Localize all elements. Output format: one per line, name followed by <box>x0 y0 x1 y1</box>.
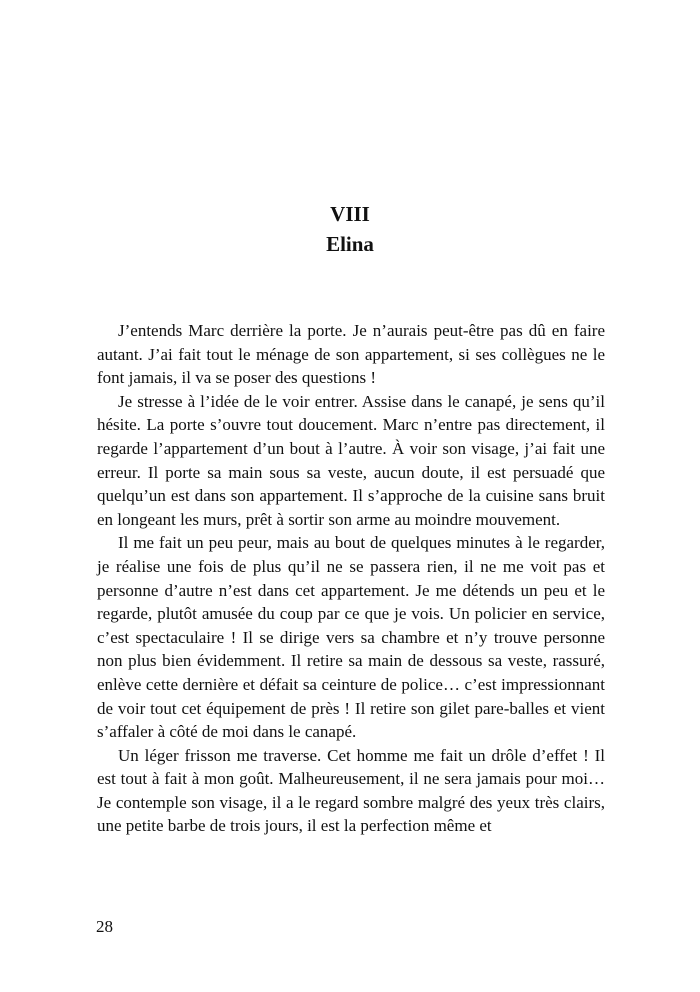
chapter-number: VIII <box>330 202 370 226</box>
chapter-body <box>97 319 605 838</box>
chapter-title: Elina <box>326 232 374 256</box>
page-number: 28 <box>96 917 113 936</box>
paragraph: Je stresse à l’idée de le voir entrer. Assise dans le canapé, je sens qu’il hésite. La porte s’ouvre tout doucement. Marc n’entre pas directement, il regarde l’appartement d’un bout à l’autre. À voir son visage, j’ai fait une erreur. Il porte sa main sous sa veste, aucun doute, il est persuadé que quelqu’un est dans son appartement. Il s’approche de la cuisine sans bruit en longeant les murs, prêt à sortir son arme au moindre mouvement. <box>97 391 605 529</box>
paragraph: Il me fait un peu peur, mais au bout de quelques minutes à le regarder, je réalise une fois de plus qu’il ne se passera rien, il ne me voit pas et personne d’autre n’est dans cet appartement. Je me détends un peu et le regarde, plutôt amusée du coup par ce que je vois. Un policier en service, c’est spectaculaire ! Il se dirige vers sa chambre et n’y trouve personne non plus bien évidemment. Il retire sa main de dessous sa veste, rassuré, enlève cette dernière et défait sa ceinture de police… c’est impressionnant de voir tout cet équipement de près ! Il retire son gilet pare-balles et vient s’affaler à côté de moi dans le canapé. <box>97 533 605 742</box>
paragraph: Un léger frisson me traverse. Cet homme me fait un drôle d’effet ! Il est tout à fait à mon goût. Malheureusement, il ne sera jamais pour moi… Je contemple son visage, il a le regard sombre malgré des yeux très clairs, une petite barbe de trois jours, il est la perfection même et <box>97 745 605 836</box>
chapter-heading <box>0 199 700 259</box>
paragraph: J’entends Marc derrière la porte. Je n’aurais peut-être pas dû en faire autant. J’ai fait tout le ménage de son appartement, si ses collègues ne le font jamais, il va se poser des questions ! <box>97 321 605 388</box>
